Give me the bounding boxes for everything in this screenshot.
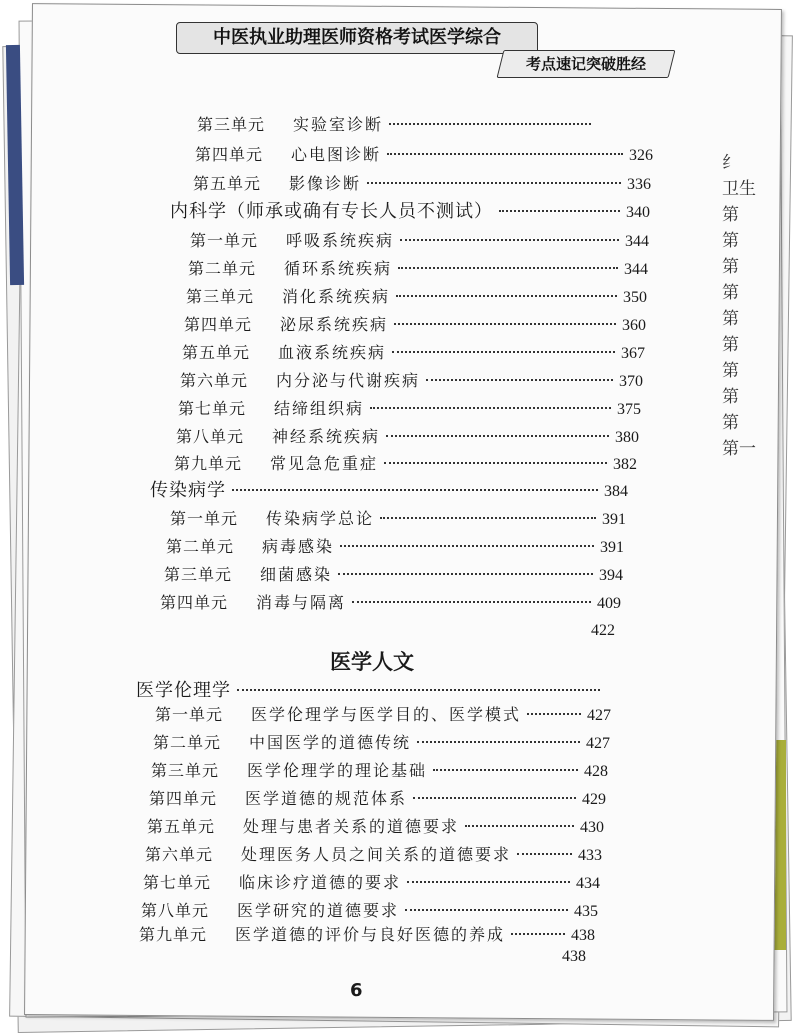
toc-trailing-page [562,944,602,970]
dot-leader [426,379,613,381]
unit-label: 第九单元 [174,454,243,473]
entry-title: 神经系统疾病 [272,427,381,446]
page-ref: 340 [626,204,650,221]
dot-leader [380,517,596,519]
dot-leader [340,545,594,547]
entry-title: 传染病学总论 [266,509,375,528]
toc-entry [184,312,646,338]
dot-leader [413,797,576,799]
dot-leader [465,825,574,827]
page-ref: 384 [604,483,628,500]
side-line: 第 [722,231,739,251]
page-ref: 427 [587,707,611,724]
page-ref: 427 [586,735,610,752]
page-ref: 435 [574,903,598,920]
entry-title: 呼吸系统疾病 [286,231,395,250]
toc-entry [164,562,623,588]
dot-leader [237,689,600,691]
dot-leader [417,741,580,743]
unit-label: 第三单元 [186,287,255,306]
entry-title: 心电图诊断 [291,145,382,164]
page-ref: 429 [582,791,606,808]
entry-title: 结缔组织病 [274,399,365,418]
toc-entry [193,171,651,197]
entry-title: 细菌感染 [260,565,333,584]
entry-title: 处理与患者关系的道德要求 [243,817,460,836]
toc-entry [186,284,647,310]
side-line: 第 [722,257,739,277]
page-ref: 344 [624,261,648,278]
unit-label: 第八单元 [176,427,245,446]
dot-leader [499,210,620,212]
dot-leader [392,351,615,353]
toc-entry [188,256,648,282]
entry-title: 常见急危重症 [270,454,379,473]
toc-entry [141,898,598,924]
unit-label: 第六单元 [180,371,249,390]
section-title: 医学伦理学 [136,680,231,701]
toc-section-internal-medicine [170,199,650,225]
dot-leader [232,489,598,491]
page-ref: 367 [621,345,645,362]
side-line: 第 [722,387,739,407]
entry-title: 内分泌与代谢疾病 [276,371,421,390]
toc-section-ethics [136,678,606,704]
unit-label: 第三单元 [164,565,233,584]
dot-leader [433,769,578,771]
dot-leader [370,407,611,409]
toc-entry [151,758,608,784]
toc-entry [190,228,649,254]
unit-label: 第一单元 [155,705,224,724]
toc-entry [139,922,595,948]
page-ref: 391 [600,539,624,556]
page-ref: 370 [619,373,643,390]
side-line: 第 [722,335,739,355]
side-line: 第 [722,309,739,329]
toc-entry [153,730,610,756]
page-ref: 428 [584,763,608,780]
dot-leader [394,323,616,325]
dot-leader [338,573,593,575]
unit-label: 第八单元 [141,901,210,920]
toc-entry [170,506,626,532]
entry-title: 实验室诊断 [293,115,384,134]
toc-entry [160,590,621,616]
unit-label: 第一单元 [190,231,259,250]
unit-label: 第一单元 [170,509,239,528]
dot-leader [352,601,591,603]
toc-entry [195,142,653,168]
page-ref: 375 [617,401,641,418]
unit-label: 第三单元 [197,115,266,134]
unit-label: 第二单元 [166,537,235,556]
unit-label: 第二单元 [153,733,222,752]
toc-entry [176,424,639,450]
entry-title: 泌尿系统疾病 [280,315,389,334]
unit-label: 第四单元 [195,145,264,164]
entry-title: 消化系统疾病 [282,287,391,306]
toc-entry [174,451,637,477]
toc-entry [197,112,597,138]
toc-entry [182,340,645,366]
unit-label: 第四单元 [160,593,229,612]
dot-leader [384,462,607,464]
unit-label: 第四单元 [184,315,253,334]
section-title: 内科学（师承或确有专长人员不测试） [170,201,493,222]
dot-leader [398,267,618,269]
toc-entry [180,368,643,394]
page-ref: 394 [599,567,623,584]
running-header-title: 中医执业助理医师资格考试医学综合 [176,22,538,54]
section-title: 传染病学 [150,480,226,501]
entry-title: 医学道德的规范体系 [245,789,408,808]
dot-leader [527,713,581,715]
page-ref: 391 [602,511,626,528]
page-ref: 438 [562,948,586,965]
unit-label: 第四单元 [149,789,218,808]
adjacent-page-text [722,150,774,510]
side-line: 第 [722,413,739,433]
toc-entry [147,814,604,840]
dot-leader [511,933,565,935]
entry-title: 消毒与隔离 [256,593,347,612]
page-ref: 409 [597,595,621,612]
toc-trailing-page [591,618,631,644]
dot-leader [400,239,619,241]
page-ref: 360 [622,317,646,334]
entry-title: 医学伦理学的理论基础 [247,761,428,780]
page-ref: 344 [625,233,649,250]
page-ref: 422 [591,622,615,639]
unit-label: 第五单元 [193,174,262,193]
entry-title: 中国医学的道德传统 [249,733,412,752]
running-header-subtitle-text: 考点速记突破胜经 [525,55,646,73]
part-heading: 医学人文 [330,650,414,674]
unit-label: 第五单元 [182,343,251,362]
page-ref: 336 [627,176,651,193]
page-ref: 380 [615,429,639,446]
unit-label: 第七单元 [178,399,247,418]
dot-leader [389,123,591,125]
entry-title: 医学研究的道德要求 [237,901,400,920]
entry-title: 循环系统疾病 [284,259,393,278]
side-line: 第一 [722,439,756,459]
entry-title: 病毒感染 [262,537,335,556]
page-number: 6 [350,980,363,1001]
unit-label: 第九单元 [139,925,208,944]
toc-entry [166,534,624,560]
unit-label: 第二单元 [188,259,257,278]
toc-entry [149,786,606,812]
toc-entry [155,702,611,728]
page-ref: 382 [613,456,637,473]
entry-title: 临床诊疗道德的要求 [239,873,402,892]
dot-leader [517,853,572,855]
unit-label: 第六单元 [145,845,214,864]
entry-title: 医学伦理学与医学目的、医学模式 [251,705,522,724]
running-header-subtitle [497,50,676,78]
dot-leader [396,295,617,297]
side-line: 第 [722,205,739,225]
side-line: 第 [722,283,739,303]
toc-entry [178,396,641,422]
page-ref: 326 [629,147,653,164]
unit-label: 第三单元 [151,761,220,780]
dot-leader [405,909,568,911]
toc-entry [145,842,602,868]
unit-label: 第五单元 [147,817,216,836]
side-line: 第 [722,361,739,381]
toc-section-infectious [150,478,628,504]
side-line: 纟 [722,153,739,173]
entry-title: 血液系统疾病 [278,343,387,362]
entry-title: 影像诊断 [289,174,362,193]
dot-leader [407,881,570,883]
dot-leader [387,153,623,155]
page-ref: 433 [578,847,602,864]
page-ref: 350 [623,289,647,306]
entry-title: 处理医务人员之间关系的道德要求 [241,845,512,864]
dot-leader [367,182,621,184]
side-line: 卫生 [722,179,756,199]
toc-entry [143,870,600,896]
page-ref: 434 [576,875,600,892]
page-ref: 430 [580,819,604,836]
unit-label: 第七单元 [143,873,212,892]
page-ref: 438 [571,927,595,944]
dot-leader [386,435,609,437]
entry-title: 医学道德的评价与良好医德的养成 [235,925,506,944]
